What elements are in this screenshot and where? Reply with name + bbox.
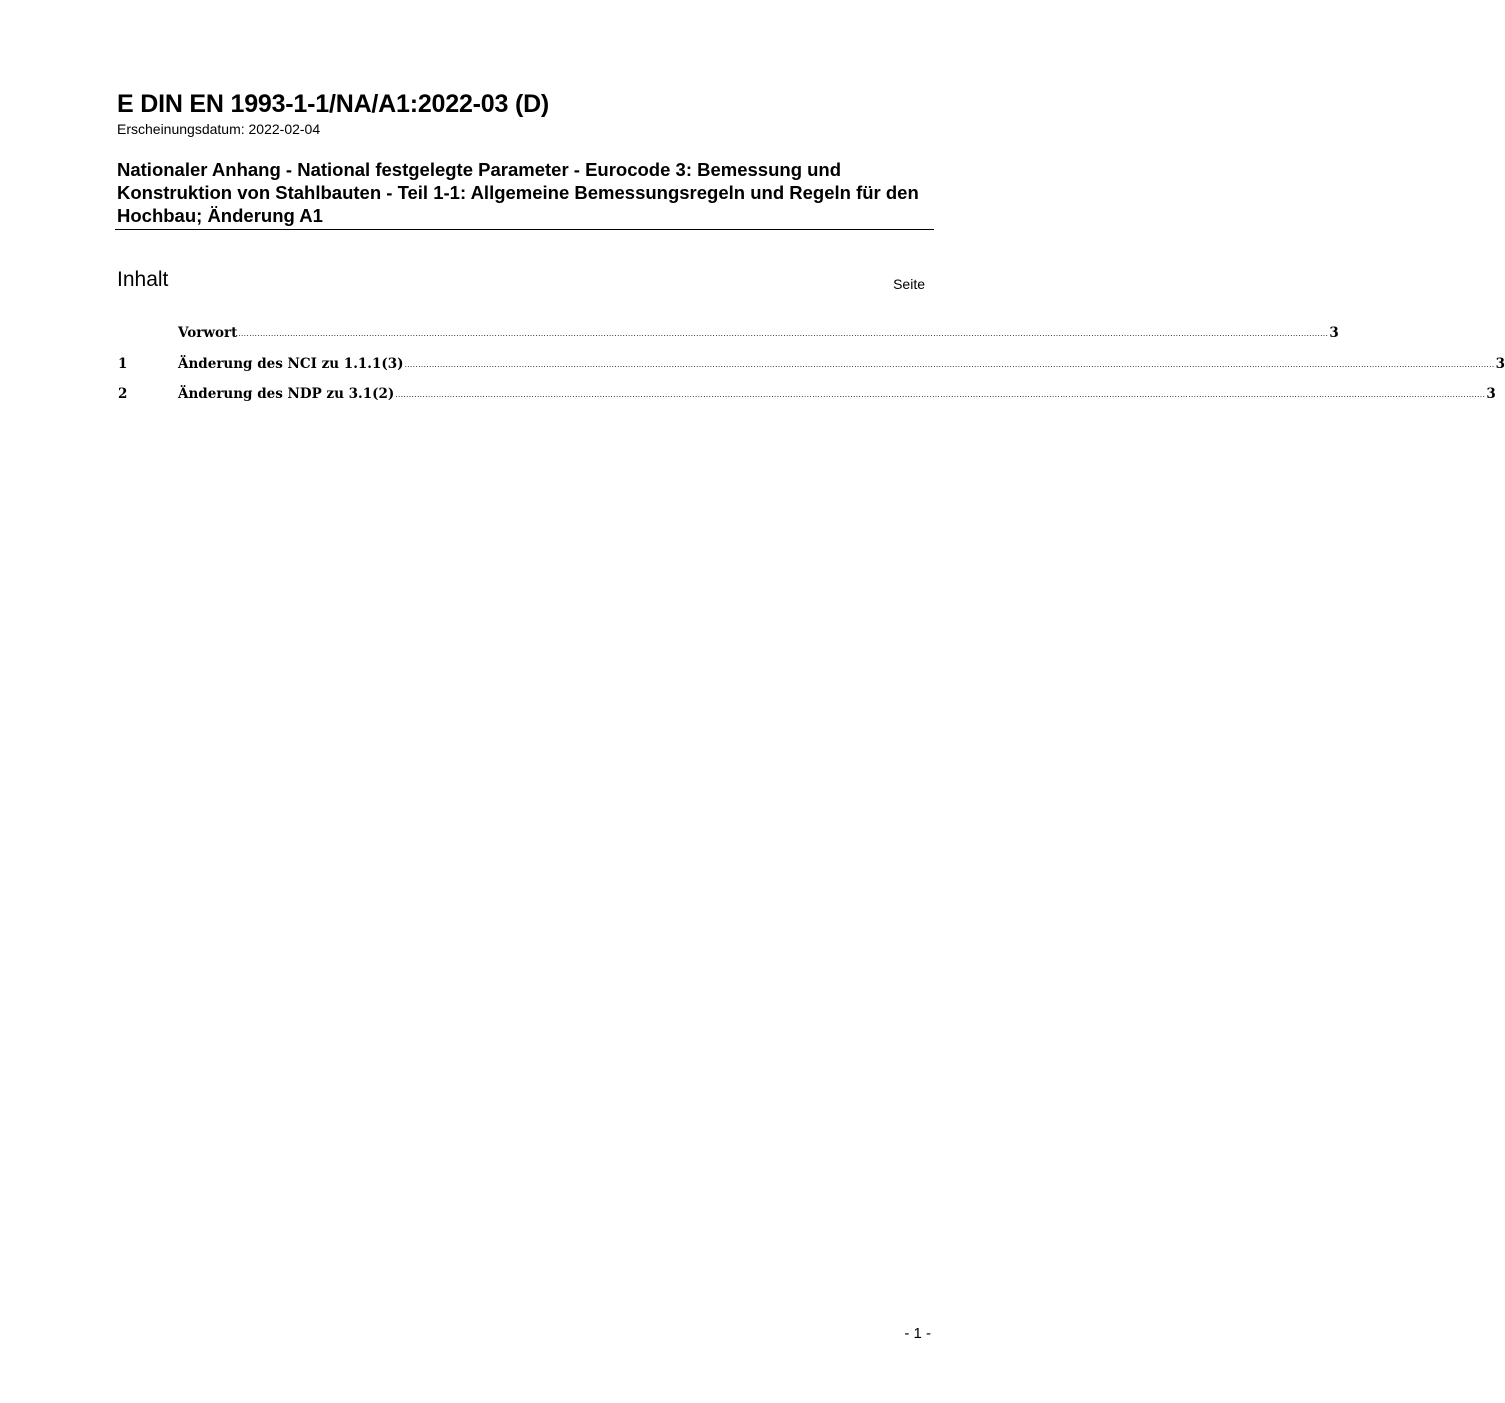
toc-entry-vorwort[interactable] bbox=[118, 325, 1339, 356]
title-divider bbox=[115, 229, 934, 230]
publication-date: Erscheinungsdatum: 2022-02-04 bbox=[117, 121, 321, 137]
document-title: Nationaler Anhang - National festgelegte Parameter - Eurocode 3: Bemessung und Konstruktion von Stahlbauten - Teil 1-1: Allgemeine Bemessungsregeln und Regeln für den Hochbau; Änderung A1 bbox=[117, 159, 919, 226]
toc-entry-page: 3 bbox=[1486, 386, 1496, 402]
toc-entry-2[interactable] bbox=[118, 386, 1496, 417]
table-of-contents bbox=[118, 325, 1505, 417]
toc-dot-leader: ................................................................................................................................................................................................................................................................................................................................................................................................................ bbox=[404, 360, 1495, 369]
toc-entry-title: Änderung des NCI zu 1.1.1(3) bbox=[178, 355, 404, 372]
document-identifier: E DIN EN 1993-1-1/NA/A1:2022-03 (D) bbox=[117, 90, 550, 118]
toc-entry-page: 3 bbox=[1495, 355, 1505, 372]
toc-entry-title: Änderung des NDP zu 3.1(2) bbox=[178, 386, 395, 402]
toc-heading: Inhalt bbox=[117, 268, 169, 291]
toc-dot-leader: ................................................................................................................................................................................................................................................................................................................................................................................................................ bbox=[238, 330, 1329, 338]
toc-entry-page: 3 bbox=[1329, 325, 1339, 341]
toc-page-column-label: Seite bbox=[893, 276, 925, 292]
page-number: - 1 - bbox=[904, 1325, 931, 1342]
toc-entry-1[interactable] bbox=[118, 355, 1505, 387]
toc-entry-title: Vorwort bbox=[178, 325, 238, 341]
toc-entry-number: 2 bbox=[118, 386, 128, 402]
toc-dot-leader: ................................................................................................................................................................................................................................................................................................................................................................................................................ bbox=[395, 391, 1486, 399]
toc-entry-number: 1 bbox=[118, 355, 128, 372]
